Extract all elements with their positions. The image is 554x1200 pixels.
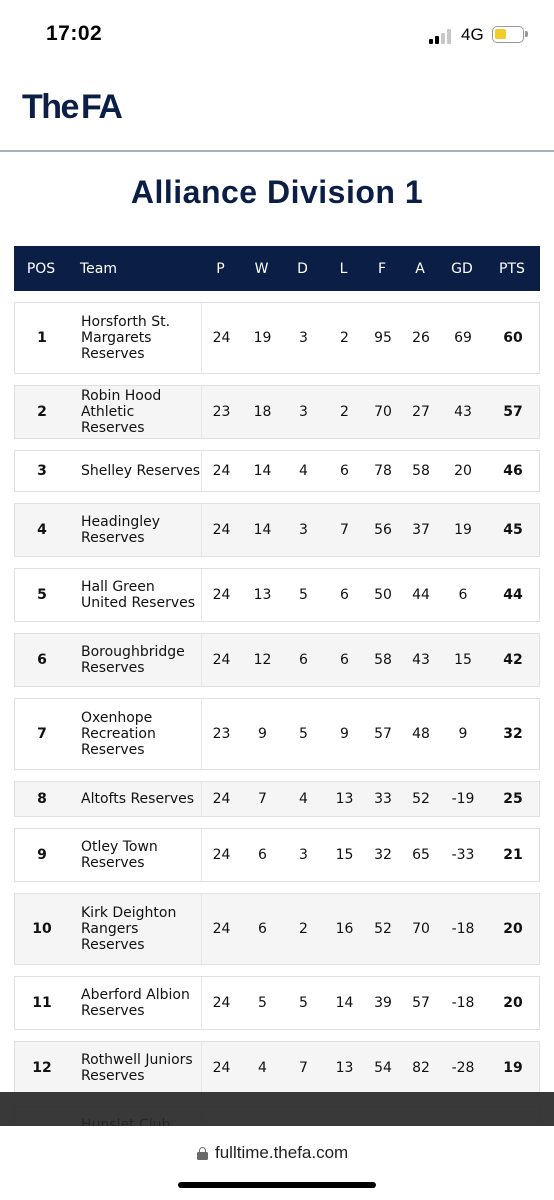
table-row[interactable] <box>14 633 540 687</box>
team-name-line: Horsforth St. <box>81 314 171 330</box>
row-l: 2 <box>340 330 349 346</box>
league-table <box>14 246 540 1160</box>
table-row[interactable] <box>14 302 540 374</box>
browser-url-bar[interactable] <box>0 1126 554 1200</box>
row-pts: 44 <box>503 587 523 603</box>
cellular-signal-icon <box>429 28 455 44</box>
row-a: 65 <box>412 847 430 863</box>
row-f: 58 <box>374 652 392 668</box>
table-row[interactable] <box>14 976 540 1030</box>
row-w: 18 <box>253 404 272 420</box>
row-pts: 21 <box>503 847 523 863</box>
logo-the: The <box>22 88 78 126</box>
row-l: 7 <box>340 522 349 538</box>
row-gd: 6 <box>458 587 468 603</box>
row-w: 7 <box>258 791 267 807</box>
row-p: 24 <box>212 330 231 346</box>
logo-fa: FA <box>80 88 122 126</box>
table-row[interactable] <box>14 503 540 557</box>
team-name-line: Reserves <box>81 1003 145 1019</box>
row-pos: 2 <box>37 404 47 420</box>
row-p: 23 <box>212 726 231 742</box>
row-l: 14 <box>335 995 354 1011</box>
row-d: 2 <box>299 921 308 937</box>
team-name-line: Reserves <box>81 346 145 362</box>
row-pos: 10 <box>32 921 52 937</box>
table-row[interactable] <box>14 828 540 882</box>
row-w: 9 <box>258 726 267 742</box>
row-pos: 3 <box>37 463 47 479</box>
row-d: 3 <box>299 847 308 863</box>
page-title: Alliance Division 1 <box>130 174 424 210</box>
row-team[interactable] <box>81 829 201 881</box>
row-w: 14 <box>253 463 272 479</box>
col-header-l: L <box>339 260 348 277</box>
table-row[interactable] <box>14 781 540 817</box>
team-name-line: Kirk Deighton <box>81 905 177 921</box>
row-pts: 20 <box>503 921 523 937</box>
row-a: 70 <box>412 921 430 937</box>
row-l: 9 <box>340 726 349 742</box>
team-name-line: Rangers <box>81 921 139 937</box>
team-name-line: Headingley <box>81 514 161 530</box>
row-team[interactable] <box>81 634 201 686</box>
row-a: 52 <box>412 791 430 807</box>
lock-icon <box>197 1147 208 1160</box>
col-header-f: F <box>377 260 387 277</box>
url-text[interactable]: fulltime.thefa.com <box>215 1143 349 1162</box>
row-w: 14 <box>253 522 272 538</box>
team-name-line: Otley Town <box>81 839 158 855</box>
col-header-pos: POS <box>26 260 56 277</box>
row-l: 16 <box>335 921 354 937</box>
row-d: 7 <box>299 1060 308 1076</box>
row-team[interactable] <box>81 699 201 769</box>
row-f: 70 <box>374 404 392 420</box>
row-gd: 69 <box>454 330 472 346</box>
row-f: 32 <box>374 847 392 863</box>
row-w: 12 <box>253 652 272 668</box>
row-d: 4 <box>299 463 308 479</box>
row-p: 24 <box>212 587 231 603</box>
row-l: 6 <box>340 587 349 603</box>
col-header-w: W <box>254 260 269 277</box>
row-p: 24 <box>212 1060 231 1076</box>
row-w: 5 <box>258 995 267 1011</box>
row-p: 24 <box>212 847 231 863</box>
row-team[interactable] <box>81 1042 201 1094</box>
row-team[interactable] <box>81 569 201 621</box>
row-l: 13 <box>335 1060 354 1076</box>
row-p: 24 <box>212 921 231 937</box>
row-d: 5 <box>299 587 308 603</box>
team-name-line: Hall Green <box>81 579 155 595</box>
row-team[interactable] <box>81 782 201 816</box>
team-name-line: Recreation <box>81 726 156 742</box>
row-d: 5 <box>299 726 308 742</box>
team-name-line: Robin Hood <box>81 388 162 404</box>
row-w: 13 <box>253 587 272 603</box>
team-name-line: Reserves <box>81 937 145 953</box>
row-f: 78 <box>374 463 392 479</box>
row-p: 24 <box>212 995 231 1011</box>
row-p: 24 <box>212 652 231 668</box>
row-pos: 6 <box>37 652 47 668</box>
row-gd: -18 <box>451 921 475 937</box>
row-pts: 32 <box>503 726 523 742</box>
team-name-line: Reserves <box>81 1068 145 1084</box>
row-w: 4 <box>258 1060 267 1076</box>
col-header-pts: PTS <box>499 260 525 277</box>
battery-icon <box>492 26 524 43</box>
row-gd: -33 <box>451 847 475 863</box>
row-pos: 1 <box>37 330 47 346</box>
row-p: 24 <box>212 791 231 807</box>
row-a: 58 <box>412 463 430 479</box>
row-d: 4 <box>299 791 308 807</box>
row-l: 15 <box>335 847 354 863</box>
row-l: 6 <box>340 652 349 668</box>
row-pos: 9 <box>37 847 47 863</box>
team-name-line: Reserves <box>81 855 145 871</box>
row-w: 19 <box>253 330 272 346</box>
row-w: 6 <box>258 847 267 863</box>
row-d: 3 <box>299 330 308 346</box>
row-a: 48 <box>412 726 430 742</box>
row-d: 3 <box>299 404 308 420</box>
row-pts: 42 <box>503 652 523 668</box>
col-header-team: Team <box>80 260 118 277</box>
browser-toolbar-overlay <box>0 1092 554 1126</box>
row-f: 33 <box>374 791 392 807</box>
table-header <box>14 246 540 291</box>
team-name-line: Margarets <box>81 330 152 346</box>
row-a: 43 <box>412 652 430 668</box>
table-body <box>14 302 540 1160</box>
row-gd: -28 <box>451 1060 475 1076</box>
team-name-line: Oxenhope <box>81 710 153 726</box>
row-l: 2 <box>340 404 349 420</box>
home-indicator[interactable] <box>178 1182 376 1188</box>
status-time: 17:02 <box>46 22 103 45</box>
row-pos: 12 <box>32 1060 52 1076</box>
table-row[interactable] <box>14 1041 540 1095</box>
col-header-p: P <box>216 260 225 277</box>
table-row[interactable] <box>14 893 540 965</box>
team-name-line: Athletic Reserves <box>81 404 145 436</box>
row-l: 13 <box>335 791 354 807</box>
team-name-line: Boroughbridge <box>81 644 185 660</box>
row-pts: 45 <box>503 522 523 538</box>
row-pts: 19 <box>503 1060 523 1076</box>
row-f: 95 <box>374 330 392 346</box>
row-a: 37 <box>412 522 430 538</box>
table-row[interactable] <box>14 698 540 770</box>
row-f: 52 <box>374 921 392 937</box>
row-a: 44 <box>412 587 430 603</box>
team-name-line: Reserves <box>81 660 145 676</box>
row-gd: 19 <box>454 522 472 538</box>
row-pts: 25 <box>503 791 523 807</box>
table-row[interactable] <box>14 450 540 492</box>
row-a: 26 <box>412 330 430 346</box>
row-a: 57 <box>412 995 430 1011</box>
row-gd: 9 <box>458 726 468 742</box>
row-gd: 15 <box>454 652 472 668</box>
row-a: 27 <box>412 404 430 420</box>
row-d: 6 <box>299 652 308 668</box>
row-pos: 7 <box>37 726 47 742</box>
row-gd: 20 <box>454 463 472 479</box>
row-p: 24 <box>212 463 231 479</box>
row-pts: 20 <box>503 995 523 1011</box>
row-pos: 5 <box>37 587 47 603</box>
row-pos: 8 <box>37 791 47 807</box>
team-name-line: Reserves <box>81 530 145 546</box>
row-p: 24 <box>212 522 231 538</box>
row-team[interactable] <box>81 977 201 1029</box>
row-pos: 11 <box>32 995 52 1011</box>
row-team[interactable] <box>81 894 201 964</box>
row-team[interactable] <box>81 303 201 373</box>
row-f: 54 <box>374 1060 392 1076</box>
row-pts: 57 <box>503 404 523 420</box>
row-a: 82 <box>412 1060 430 1076</box>
team-name-line: Shelley Reserves <box>81 463 201 479</box>
row-pos: 4 <box>37 522 47 538</box>
row-gd: -18 <box>451 995 475 1011</box>
status-bar <box>0 0 554 72</box>
col-header-gd: GD <box>451 260 473 277</box>
col-header-a: A <box>415 260 425 277</box>
row-f: 39 <box>374 995 392 1011</box>
row-gd: -19 <box>451 791 475 807</box>
team-name-line: Reserves <box>81 742 145 758</box>
row-team[interactable] <box>81 504 201 556</box>
row-gd: 43 <box>454 404 472 420</box>
network-type: 4G <box>461 25 484 44</box>
row-team[interactable] <box>81 451 201 491</box>
row-d: 5 <box>299 995 308 1011</box>
col-header-d: D <box>297 260 308 277</box>
team-name-line: Aberford Albion <box>81 987 190 1003</box>
row-d: 3 <box>299 522 308 538</box>
row-pts: 60 <box>503 330 523 346</box>
row-pts: 46 <box>503 463 523 479</box>
table-row[interactable] <box>14 385 540 439</box>
team-name-line: United Reserves <box>81 595 196 611</box>
row-team[interactable] <box>81 386 201 438</box>
the-fa-logo[interactable] <box>22 88 121 127</box>
row-l: 6 <box>340 463 349 479</box>
site-header <box>0 72 554 152</box>
team-name-line: Rothwell Juniors <box>81 1052 193 1068</box>
team-name-line: Altofts Reserves <box>81 791 195 807</box>
table-row[interactable] <box>14 568 540 622</box>
row-p: 23 <box>212 404 231 420</box>
row-f: 57 <box>374 726 392 742</box>
row-w: 6 <box>258 921 267 937</box>
row-f: 50 <box>374 587 392 603</box>
row-f: 56 <box>374 522 392 538</box>
